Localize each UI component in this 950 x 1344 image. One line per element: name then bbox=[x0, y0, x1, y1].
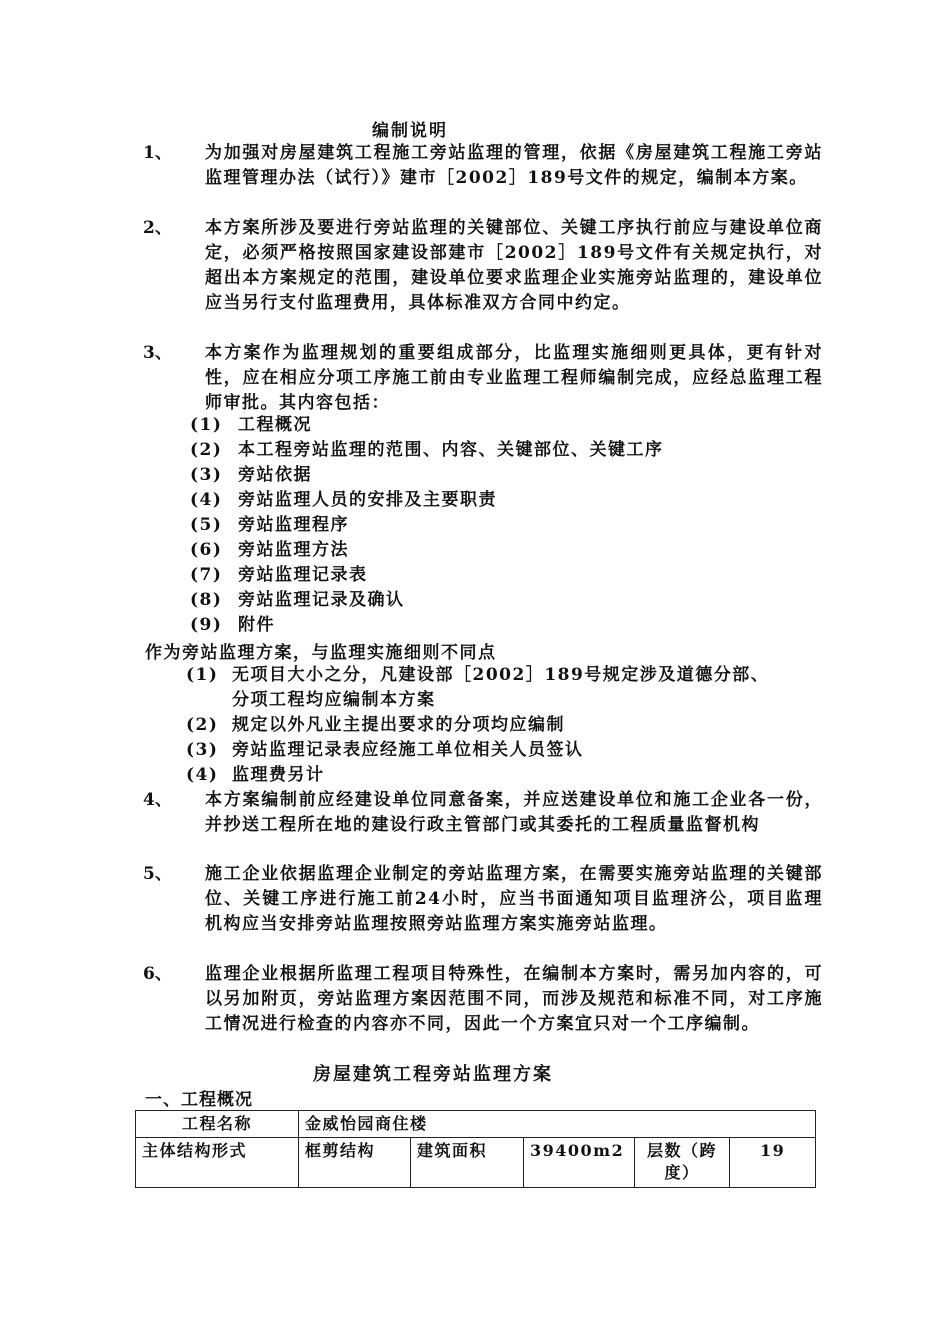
contents-item-4 bbox=[190, 488, 497, 513]
contents-text: 旁站监理记录及确认 bbox=[238, 590, 405, 610]
difference-item-1-cont: 分项工程均应编制本方案 bbox=[232, 690, 436, 710]
item-number: 4、 bbox=[143, 790, 172, 810]
item-number: 6、 bbox=[143, 964, 172, 984]
item-text: 本方案所涉及要进行旁站监理的关键部位、关键工序执行前应与建设单位商定，必须严格按照国家建设部建市［2002］189号文件有关规定执行，对超出本方案规定的范围，建设单位要求监理企业实施旁站监理的，建设单位应当另行支付监理费用，具体标准双方合同中约定。 bbox=[205, 218, 823, 313]
contents-text: 工程概况 bbox=[238, 415, 312, 435]
difference-text: 规定以外凡业主提出要求的分项均应编制 bbox=[232, 715, 565, 735]
difference-item-1 bbox=[186, 663, 769, 688]
list-item-3 bbox=[143, 341, 823, 416]
page-heading: 编制说明 bbox=[372, 121, 448, 141]
difference-number: (1) bbox=[186, 665, 219, 685]
list-item-1 bbox=[143, 141, 823, 191]
contents-text: 旁站监理记录表 bbox=[238, 565, 368, 585]
contents-number: (7) bbox=[190, 565, 223, 585]
list-item-6 bbox=[143, 962, 823, 1037]
item-text: 施工企业依据监理企业制定的旁站监理方案，在需要实施旁站监理的关键部位、关键工序进行施工前24小时，应当书面通知项目监理济公，项目监理机构应当安排旁站监理按照旁站监理方案实施旁站监理。 bbox=[205, 864, 823, 934]
difference-number: (2) bbox=[186, 715, 219, 735]
contents-item-7 bbox=[190, 563, 368, 588]
contents-item-3 bbox=[190, 463, 312, 488]
contents-text: 旁站监理程序 bbox=[238, 515, 349, 535]
item-text: 本方案作为监理规划的重要组成部分，比监理实施细则更具体，更有针对性，应在相应分项工序施工前由专业监理工程师编制完成，应经总监理工程师审批。其内容包括： bbox=[205, 343, 823, 413]
list-item-4 bbox=[143, 788, 823, 838]
item-number: 2、 bbox=[143, 218, 172, 238]
difference-number: (3) bbox=[186, 740, 219, 760]
difference-text: 无项目大小之分，凡建设部［2002］189号规定涉及道德分部、 bbox=[232, 665, 770, 685]
project-name-label: 工程名称 bbox=[136, 1111, 299, 1138]
contents-text: 本工程旁站监理的范围、内容、关键部位、关键工序 bbox=[238, 440, 664, 460]
area-value: 39400m2 bbox=[524, 1138, 635, 1188]
contents-text: 旁站依据 bbox=[238, 465, 312, 485]
list-item-2 bbox=[143, 216, 823, 316]
floors-label: 层数（跨度） bbox=[635, 1138, 730, 1188]
table-row bbox=[136, 1111, 816, 1138]
project-name-value: 金威怡园商住楼 bbox=[299, 1111, 816, 1138]
contents-text: 旁站监理方法 bbox=[238, 540, 349, 560]
contents-item-8 bbox=[190, 588, 405, 613]
contents-text: 附件 bbox=[238, 615, 275, 635]
area-label: 建筑面积 bbox=[411, 1138, 524, 1188]
difference-title: 作为旁站监理方案，与监理实施细则不同点 bbox=[145, 643, 497, 663]
contents-number: (3) bbox=[190, 465, 223, 485]
contents-text: 旁站监理人员的安排及主要职责 bbox=[238, 490, 497, 510]
difference-item-2 bbox=[186, 713, 565, 738]
contents-item-2 bbox=[190, 438, 664, 463]
item-number: 3、 bbox=[143, 343, 172, 363]
contents-number: (8) bbox=[190, 590, 223, 610]
contents-number: (5) bbox=[190, 515, 223, 535]
contents-number: (1) bbox=[190, 415, 223, 435]
contents-item-6 bbox=[190, 538, 349, 563]
contents-number: (2) bbox=[190, 440, 223, 460]
table-row bbox=[136, 1138, 816, 1188]
list-item-5 bbox=[143, 862, 823, 937]
structure-value: 框剪结构 bbox=[299, 1138, 411, 1188]
difference-number: (4) bbox=[186, 765, 219, 785]
plan-title: 房屋建筑工程旁站监理方案 bbox=[313, 1064, 553, 1085]
project-info-table bbox=[135, 1110, 816, 1188]
item-number: 1、 bbox=[143, 143, 172, 163]
floors-value: 19 bbox=[730, 1138, 816, 1188]
item-number: 5、 bbox=[143, 864, 172, 884]
difference-text: 旁站监理记录表应经施工单位相关人员签认 bbox=[232, 740, 584, 760]
item-text: 监理企业根据所监理工程项目特殊性，在编制本方案时，需另加内容的，可以另加附页，旁站监理方案因范围不同，而涉及规范和标准不同，对工序施工情况进行检查的内容亦不同，因此一个方案宜只对一个工序编制。 bbox=[205, 964, 823, 1034]
difference-item-3 bbox=[186, 738, 584, 763]
contents-item-5 bbox=[190, 513, 349, 538]
item-text: 为加强对房屋建筑工程施工旁站监理的管理，依据《房屋建筑工程施工旁站监理管理办法（试行）》建市［2002］189号文件的规定，编制本方案。 bbox=[205, 143, 823, 188]
structure-label: 主体结构形式 bbox=[136, 1138, 299, 1188]
contents-number: (6) bbox=[190, 540, 223, 560]
section-heading: 一、工程概况 bbox=[145, 1090, 253, 1110]
difference-text: 监理费另计 bbox=[232, 765, 325, 785]
difference-item-4 bbox=[186, 763, 325, 788]
item-text: 本方案编制前应经建设单位同意备案，并应送建设单位和施工企业各一份，并抄送工程所在地的建设行政主管部门或其委托的工程质量监督机构 bbox=[205, 790, 823, 835]
contents-item-9 bbox=[190, 613, 275, 638]
contents-number: (4) bbox=[190, 490, 223, 510]
contents-item-1 bbox=[190, 413, 312, 438]
contents-number: (9) bbox=[190, 615, 223, 635]
